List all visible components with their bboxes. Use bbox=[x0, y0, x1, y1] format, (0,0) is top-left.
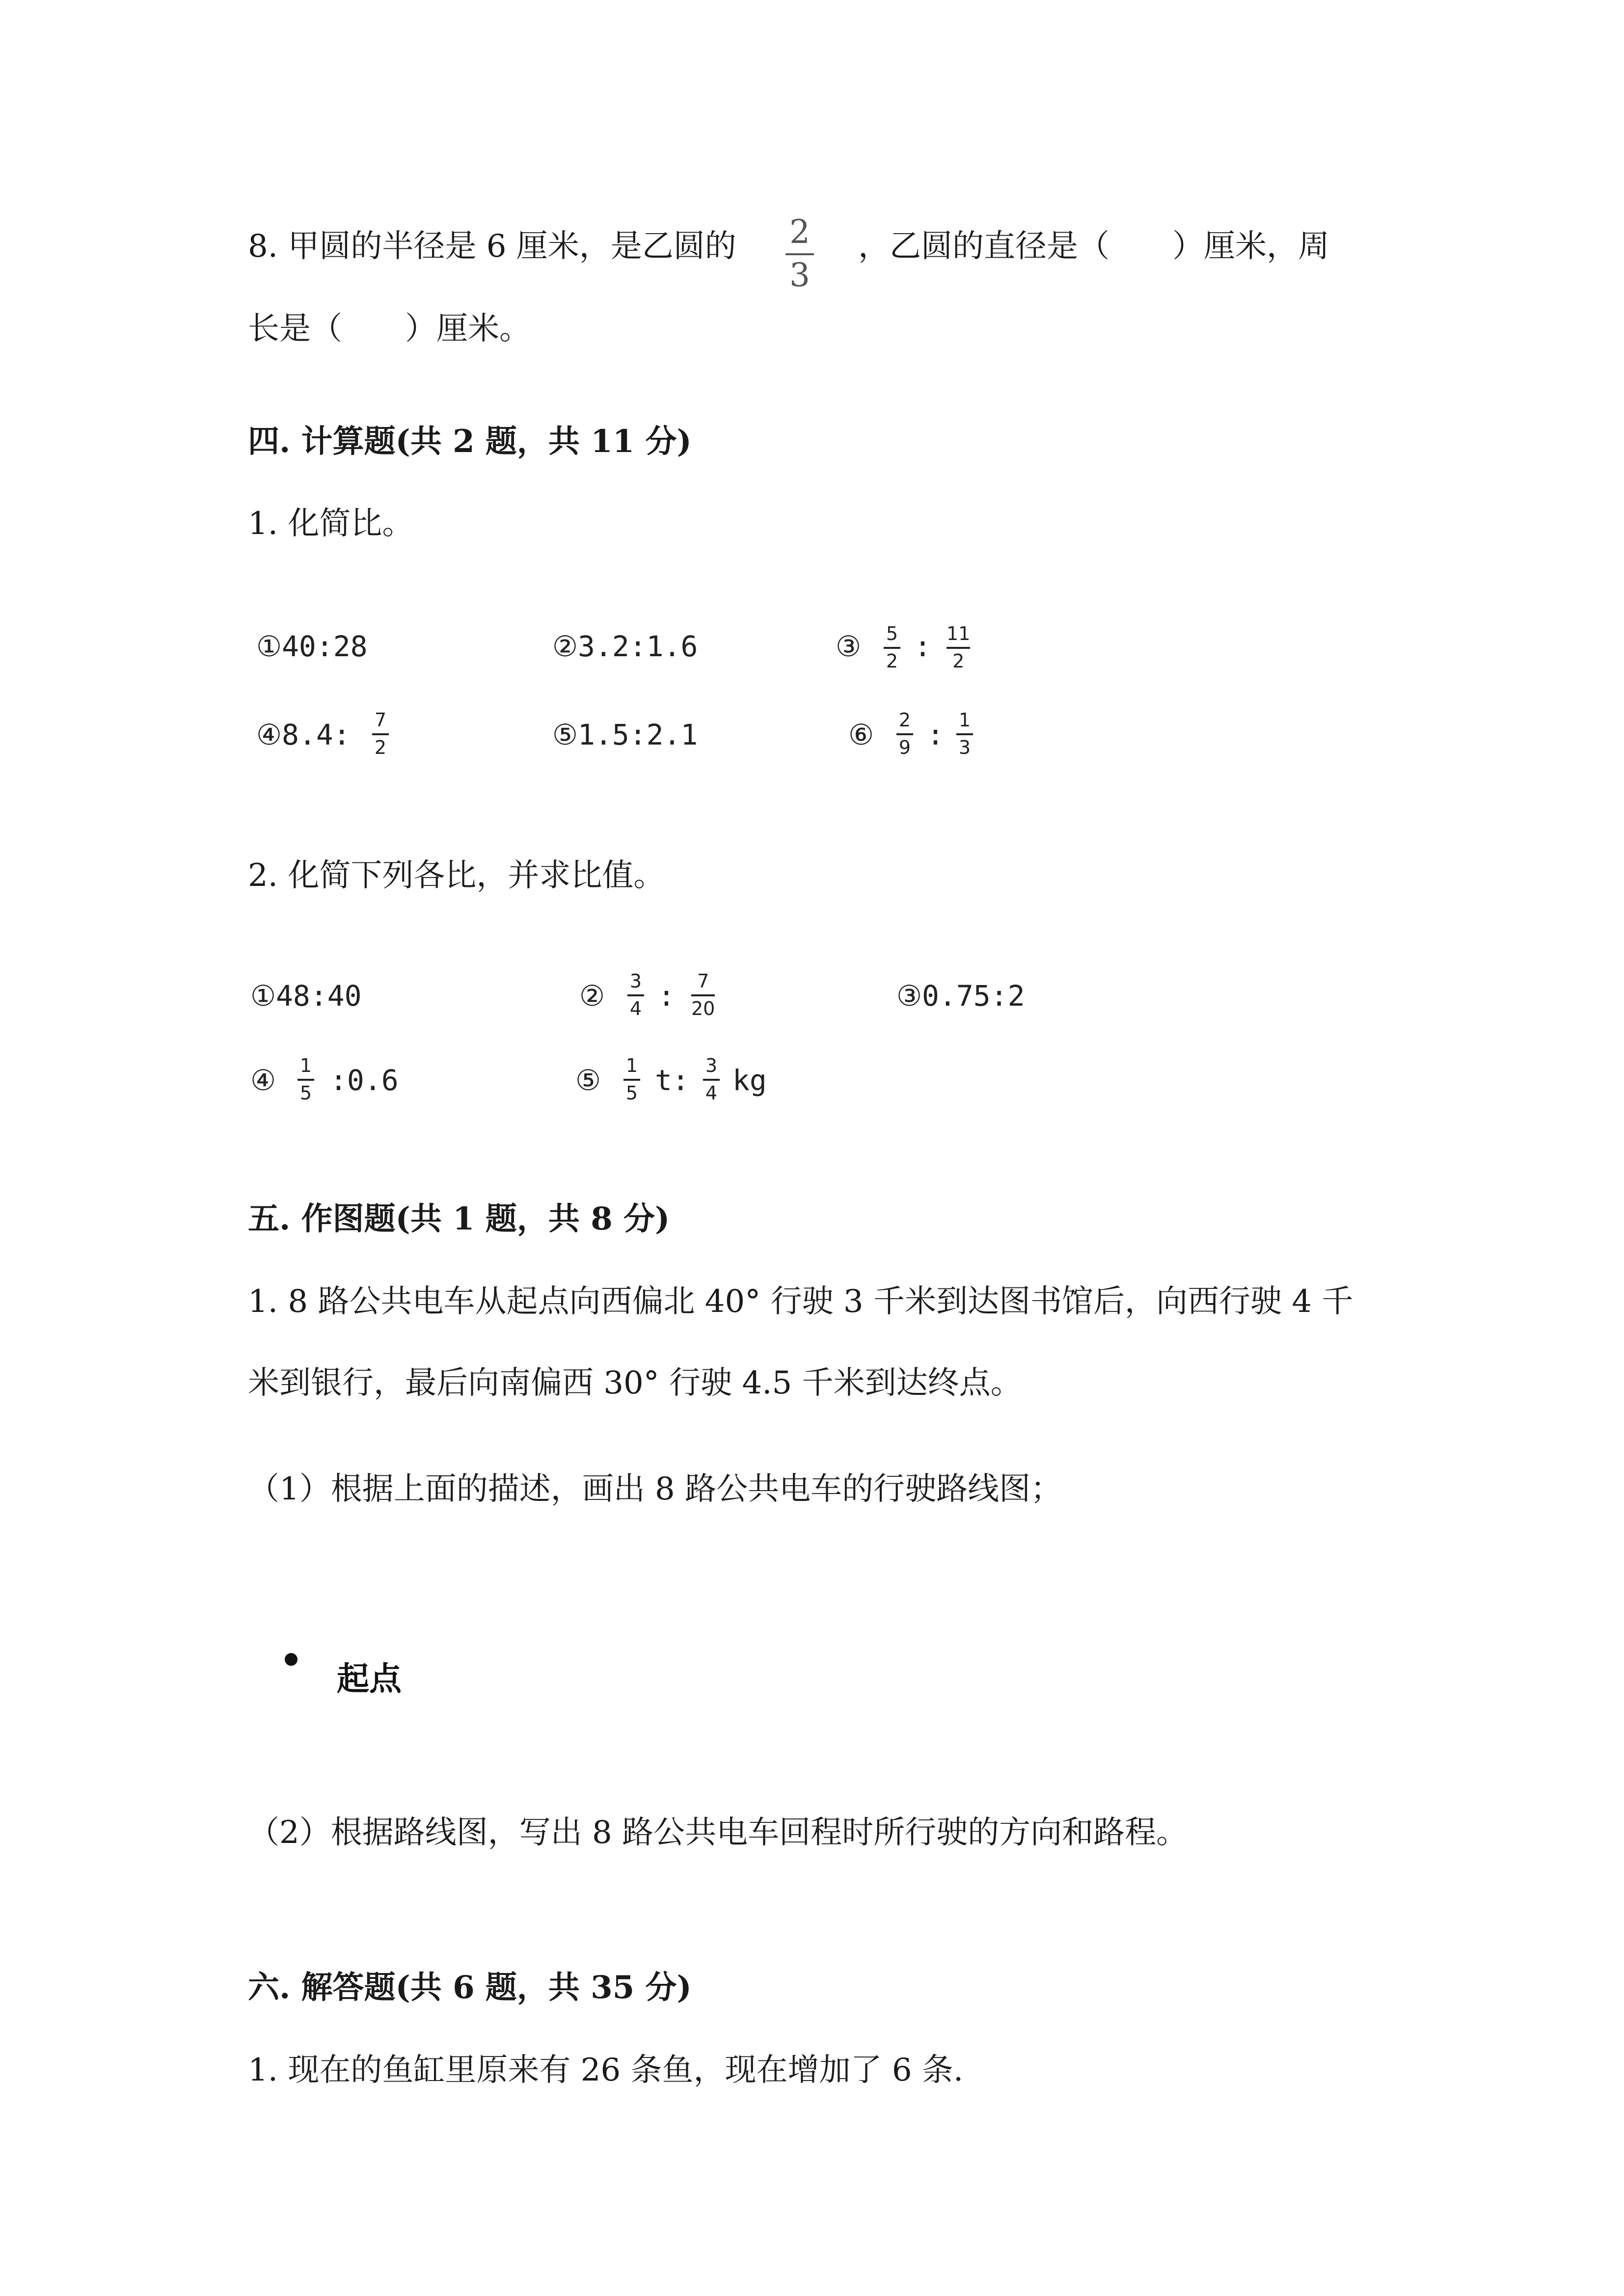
fraction-bar bbox=[627, 994, 644, 996]
denominator: 5 bbox=[299, 1082, 312, 1104]
denominator: 20 bbox=[691, 998, 715, 1019]
fraction-bar bbox=[703, 1079, 720, 1081]
fraction-bar bbox=[785, 253, 814, 255]
s4-q2-item-5-frac1 bbox=[623, 1056, 640, 1102]
numerator: 11 bbox=[947, 623, 971, 644]
s6-q1: 1. 现在的鱼缸里原来有 26 条鱼，现在增加了 6 条. bbox=[248, 2052, 964, 2088]
s4-q1-item-6-sep: : bbox=[927, 718, 944, 751]
start-point-dot bbox=[285, 1653, 298, 1666]
q8-text-line2: 长是（ ）厘米。 bbox=[248, 311, 531, 347]
s4-q1-item-1: ①40:28 bbox=[256, 630, 368, 663]
q8-text-part1: 8. 甲圆的半径是 6 厘米，是乙圆的 bbox=[248, 228, 736, 265]
s5-q1-line1: 1. 8 路公共电车从起点向西偏北 40° 行驶 3 千米到达图书馆后，向西行驶 4 千 bbox=[248, 1283, 1353, 1320]
s4-q2-item-2-frac1 bbox=[627, 972, 644, 1018]
fraction-bar bbox=[623, 1079, 640, 1081]
section4-title: 四. 计算题(共 2 题，共 11 分) bbox=[248, 423, 692, 460]
fraction-bar bbox=[947, 647, 970, 649]
s4-q2-item-5-frac2 bbox=[703, 1056, 720, 1102]
numerator: 7 bbox=[374, 709, 387, 731]
s5-sub1: （1）根据上面的描述，画出 8 路公共电车的行驶路线图； bbox=[248, 1471, 1062, 1507]
q8-fraction-denominator: 3 bbox=[789, 256, 810, 294]
denominator: 2 bbox=[886, 650, 898, 672]
s4-q2-item-4-frac bbox=[298, 1056, 314, 1102]
s4-q2-item-5-mid: t: bbox=[655, 1064, 689, 1097]
s4-q2-item-5-tail: kg bbox=[732, 1064, 767, 1097]
s4-q1-item-3-sep: : bbox=[914, 630, 931, 663]
s4-q2-prompt: 2. 化简下列各比，并求比值。 bbox=[248, 857, 665, 894]
s4-q1-item-4-label: ④8.4: bbox=[256, 718, 351, 751]
denominator: 3 bbox=[958, 737, 971, 758]
numerator: 1 bbox=[625, 1055, 638, 1076]
s5-q1-line2: 米到银行，最后向南偏西 30° 行驶 4.5 千米到达终点。 bbox=[248, 1365, 1022, 1401]
s4-q2-item-1: ①48:40 bbox=[250, 979, 362, 1013]
s4-q2-item-2-frac2 bbox=[691, 972, 715, 1018]
denominator: 4 bbox=[629, 998, 642, 1019]
fraction-bar bbox=[372, 733, 389, 735]
s4-q1-item-6-label: ⑥ bbox=[848, 718, 874, 751]
s5-sub2: （2）根据路线图，写出 8 路公共电车回程时所行驶的方向和路程。 bbox=[248, 1815, 1188, 1851]
s4-q2-item-2-label: ② bbox=[579, 979, 605, 1013]
section6-title: 六. 解答题(共 6 题，共 35 分) bbox=[248, 1969, 692, 2006]
s4-q2-item-3: ③0.75:2 bbox=[896, 979, 1025, 1013]
denominator: 2 bbox=[952, 650, 965, 672]
fraction-bar bbox=[896, 733, 913, 735]
start-point-label: 起点 bbox=[337, 1660, 402, 1698]
fraction-bar bbox=[298, 1079, 314, 1081]
s4-q1-item-3-frac1 bbox=[884, 624, 900, 670]
s4-q1-item-3-label: ③ bbox=[836, 630, 861, 663]
s4-q1-item-2: ②3.2:1.6 bbox=[552, 630, 698, 663]
q8-text-part2: ，乙圆的直径是（ ）厘米，周 bbox=[858, 228, 1329, 265]
s4-q1-item-6-frac1 bbox=[896, 711, 913, 757]
denominator: 5 bbox=[625, 1082, 638, 1104]
s4-q1-item-5: ⑤1.5:2.1 bbox=[552, 718, 698, 751]
fraction-bar bbox=[691, 994, 715, 996]
fraction-bar bbox=[956, 733, 973, 735]
s4-q2-item-4-label: ④ bbox=[250, 1064, 276, 1097]
s4-q1-item-3-frac2 bbox=[947, 624, 970, 670]
numerator: 5 bbox=[886, 623, 898, 644]
s4-q1-item-4-frac bbox=[372, 711, 389, 757]
numerator: 1 bbox=[299, 1055, 312, 1076]
numerator: 3 bbox=[705, 1055, 718, 1076]
denominator: 9 bbox=[898, 737, 911, 758]
numerator: 7 bbox=[697, 970, 709, 992]
denominator: 4 bbox=[705, 1082, 718, 1104]
q8-fraction-numerator: 2 bbox=[789, 213, 810, 251]
fraction-bar bbox=[884, 647, 900, 649]
numerator: 1 bbox=[958, 709, 971, 731]
s4-q1-prompt: 1. 化简比。 bbox=[248, 506, 414, 542]
denominator: 2 bbox=[374, 737, 387, 758]
s4-q2-item-4-tail: :0.6 bbox=[330, 1064, 399, 1097]
s4-q2-item-5-label: ⑤ bbox=[575, 1064, 601, 1097]
q8-fraction bbox=[785, 213, 814, 294]
s4-q2-item-2-sep: : bbox=[658, 979, 675, 1013]
section5-title: 五. 作图题(共 1 题，共 8 分) bbox=[248, 1201, 670, 1237]
numerator: 2 bbox=[898, 709, 911, 731]
s4-q1-item-6-frac2 bbox=[956, 711, 973, 757]
numerator: 3 bbox=[629, 970, 642, 992]
